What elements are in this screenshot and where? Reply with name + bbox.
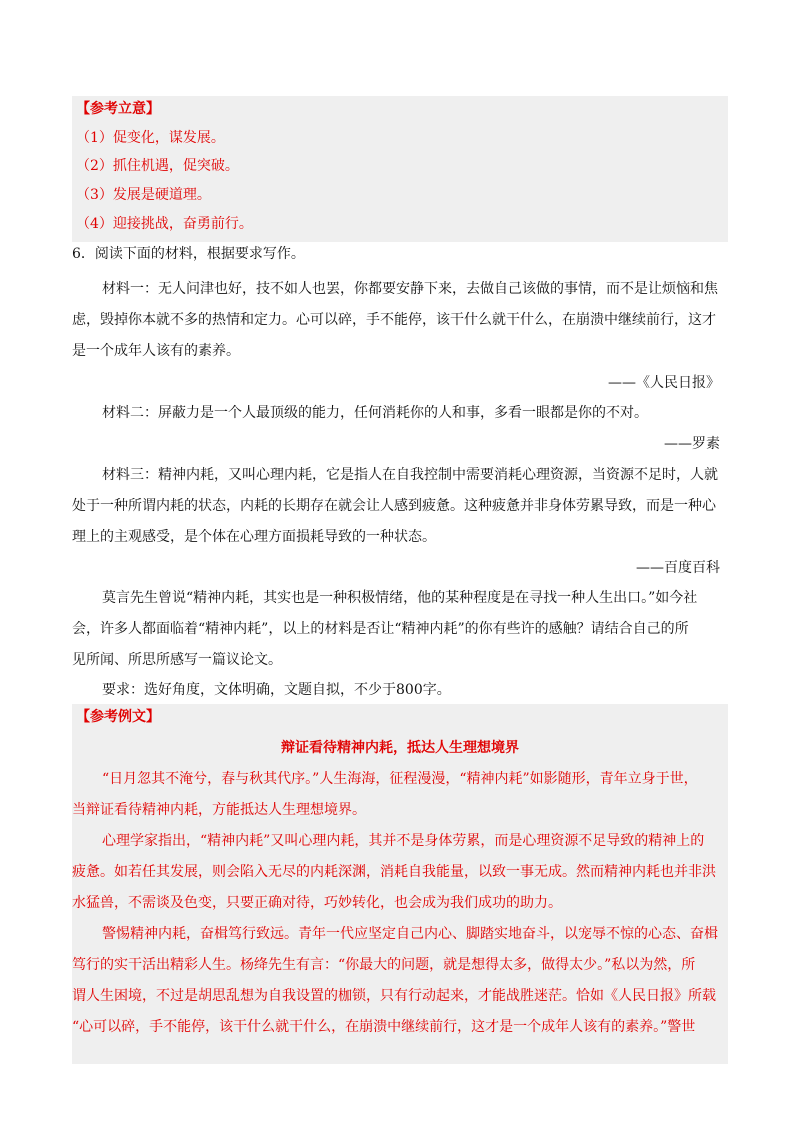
essay-p3-line-1: 警惕精神内耗，奋楫笃行致远。青年一代应坚定自己内心、脚踏实地奋斗，以宠辱不惊的心态、奋楫	[102, 926, 718, 942]
material-1-source: ——《人民日报》	[608, 375, 720, 391]
essay-p3-line-2: 笃行的实干活出精彩人生。杨绛先生有言：“你最大的问题，就是想得太多，做得太少。”私以为然，所	[72, 957, 696, 973]
reference-essay-box	[72, 704, 728, 1064]
prompt-paragraph-line-2: 会，许多人都面临着“精神内耗”，以上的材料是否让“精神内耗”的你有些许的感触？请结合自己的所	[72, 621, 689, 637]
reference-essay-heading: 【参考例文】	[76, 709, 160, 725]
intent-item-1: （1）促变化，谋发展。	[76, 130, 225, 146]
material-3-line-1: 材料三：精神内耗，又叫心理内耗，它是指人在自我控制中需要消耗心理资源，当资源不足时，人就	[102, 467, 718, 483]
reference-intent-heading: 【参考立意】	[76, 101, 160, 117]
material-3-line-2: 处于一种所谓内耗的状态，内耗的长期存在就会让人感到疲惫。这种疲惫并非身体劳累导致，而是一种心	[72, 498, 716, 514]
prompt-paragraph-line-3: 见所闻、所思所感写一篇议论文。	[72, 652, 282, 668]
question-prompt: 6．阅读下面的材料，根据要求写作。	[72, 246, 305, 262]
intent-item-2: （2）抓住机遇，促突破。	[76, 158, 239, 174]
requirements: 要求：选好角度，文体明确，文题自拟，不少于800字。	[102, 682, 451, 698]
essay-p1-line-2: 当辩证看待精神内耗，方能抵达人生理想境界。	[72, 802, 366, 818]
material-1-line-1: 材料一：无人问津也好，技不如人也罢，你都要安静下来，去做自己该做的事情，而不是让烦恼和焦	[102, 281, 718, 297]
essay-p2-line-1: 心理学家指出，“精神内耗”又叫心理内耗，其并不是身体劳累，而是心理资源不足导致的精神上的	[102, 833, 705, 849]
material-1-line-3: 是一个成年人该有的素养。	[72, 343, 240, 359]
intent-item-4: （4）迎接挑战，奋勇前行。	[76, 216, 253, 232]
essay-p3-line-3: 谓人生困境，不过是胡思乱想为自我设置的枷锁，只有行动起来，才能战胜迷茫。恰如《人民日报》所载	[72, 988, 716, 1004]
material-2-source: ——罗素	[664, 436, 720, 452]
essay-p2-line-3: 水猛兽，不需谈及色变，只要正确对待，巧妙转化，也会成为我们成功的助力。	[72, 895, 562, 911]
prompt-paragraph-line-1: 莫言先生曾说“精神内耗，其实也是一种积极情绪，他的某种程度是在寻找一种人生出口。”如今社	[102, 590, 698, 606]
material-1-line-2: 虑，毁掉你本就不多的热情和定力。心可以碎，手不能停，该干什么就干什么，在崩溃中继续前行，这才	[72, 312, 716, 328]
material-3-source: ——百度百科	[636, 560, 720, 576]
essay-p2-line-2: 疲惫。如若任其发展，则会陷入无尽的内耗深渊，消耗自我能量，以致一事无成。然而精神内耗也并非洪	[72, 864, 716, 880]
material-3-line-3: 理上的主观感受，是个体在心理方面损耗导致的一种状态。	[72, 529, 436, 545]
intent-item-3: （3）发展是硬道理。	[76, 187, 211, 203]
material-2-line-1: 材料二：屏蔽力是一个人最顶级的能力，任何消耗你的人和事，多看一眼都是你的不对。	[102, 405, 648, 421]
essay-p3-line-4: “心可以碎，手不能停，该干什么就干什么，在崩溃中继续前行，这才是一个成年人该有的素养。”警世	[72, 1019, 696, 1035]
essay-title: 辩证看待精神内耗，抵达人生理想境界	[281, 740, 519, 756]
essay-p1-line-1: “日月忽其不淹兮，春与秋其代序。”人生海海，征程漫漫，“精神内耗”如影随形，青年立身于世，	[102, 771, 698, 787]
